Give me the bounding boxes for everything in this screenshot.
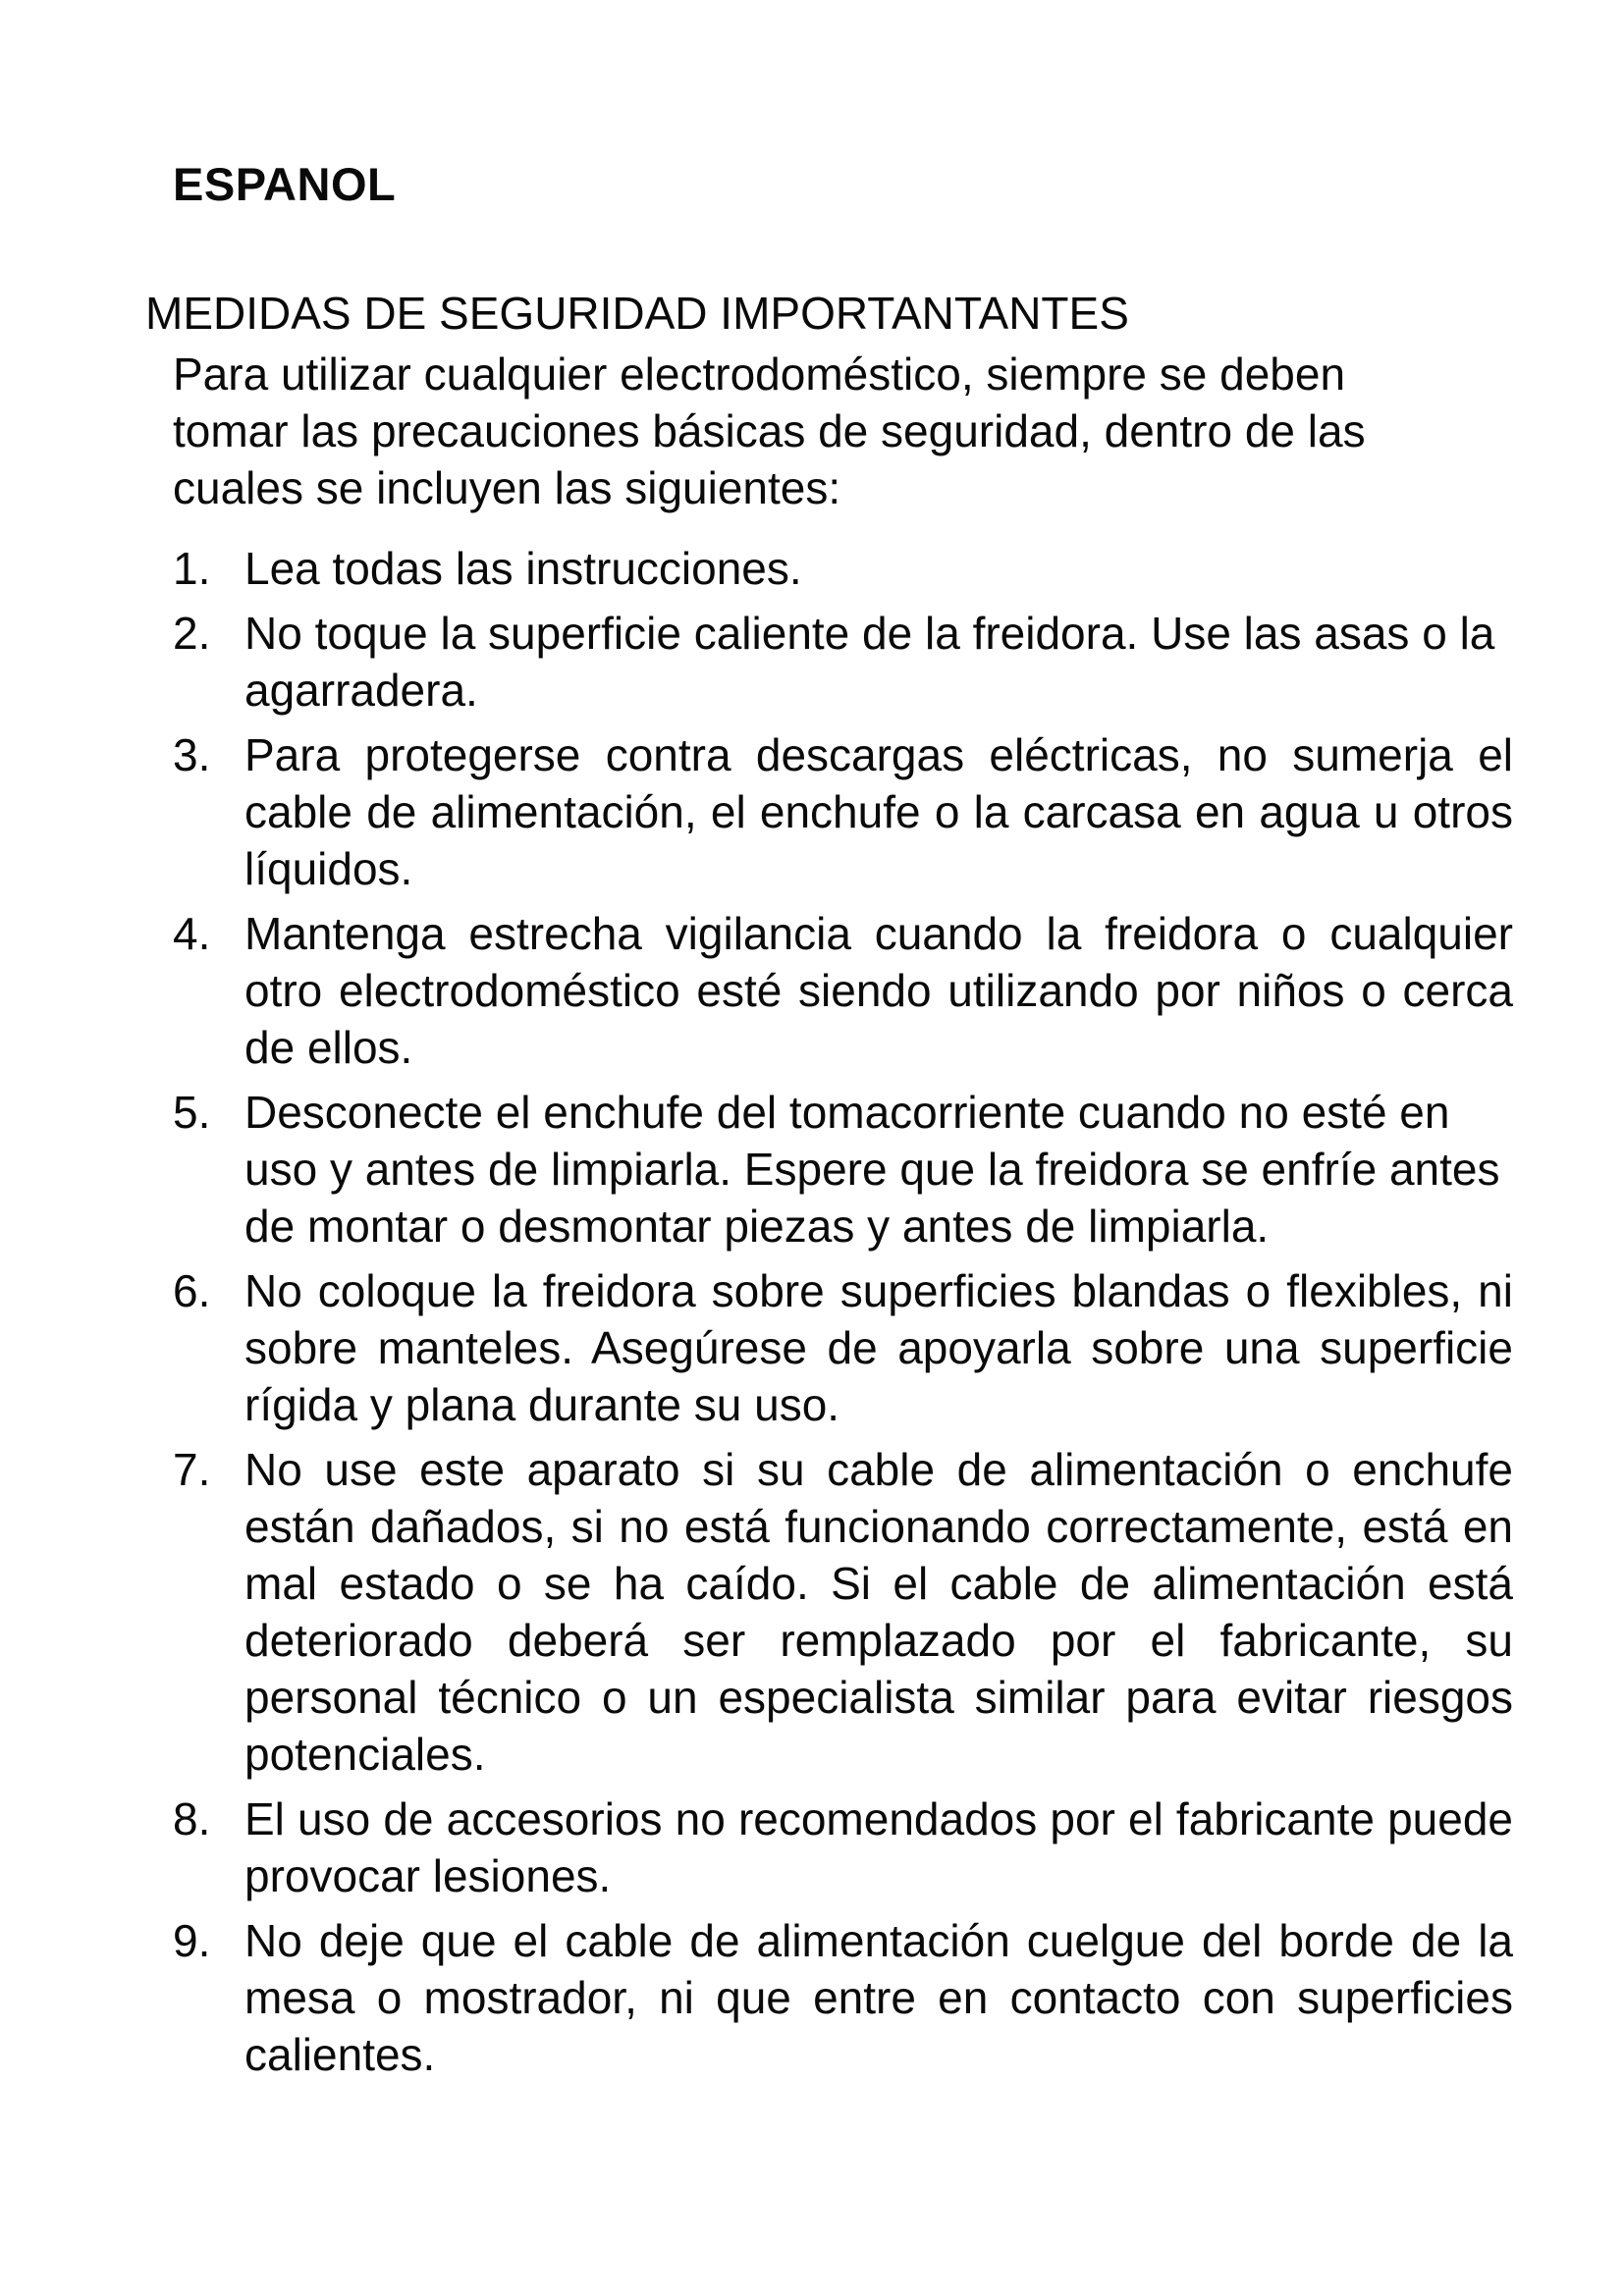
item-text: No coloque la freidora sobre superficies blandas o flexibles, ni sobre manteles. Asegúrese de apoyarla sobre una superficie rígida y plana durante su uso. (244, 1265, 1513, 1430)
list-item (173, 1262, 1513, 1433)
item-number: 7. (173, 1444, 211, 1495)
item-number: 3. (173, 729, 211, 780)
item-text: Desconecte el enchufe del tomacorriente cuando no esté en uso y antes de limpiarla. Espere que la freidora se enfríe antes de montar o desmontar piezas y antes de limpiarla. (244, 1087, 1500, 1252)
list-item (173, 1912, 1513, 2083)
list-item (173, 1790, 1513, 1904)
item-number: 8. (173, 1793, 211, 1844)
item-text: No deje que el cable de alimentación cuelgue del borde de la mesa o mostrador, ni que entre en contacto con superficies calientes. (244, 1915, 1513, 2080)
item-text: No use este aparato si su cable de alimentación o enchufe están dañados, si no está funcionando correctamente, está en mal estado o se ha caído. Si el cable de alimentación está deteriorado deberá ser remplazado por el fabricante, su personal técnico o un especialista similar para evitar riesgos potenciales. (244, 1444, 1513, 1780)
item-text: Mantenga estrecha vigilancia cuando la freidora o cualquier otro electrodoméstico esté siendo utilizando por niños o cerca de ellos. (244, 908, 1513, 1073)
item-number: 9. (173, 1915, 211, 1966)
item-number: 5. (173, 1087, 211, 1138)
list-item (173, 905, 1513, 1076)
safety-instructions-list (173, 540, 1513, 2091)
list-item (173, 605, 1513, 719)
item-text: Lea todas las instrucciones. (244, 543, 802, 594)
language-heading: ESPANOL (173, 158, 397, 210)
item-number: 2. (173, 608, 211, 659)
list-item (173, 726, 1513, 897)
item-text: Para protegerse contra descargas eléctricas, no sumerja el cable de alimentación, el enchufe o la carcasa en agua u otros líquidos. (244, 729, 1513, 894)
intro-paragraph: Para utilizar cualquier electrodoméstico, siempre se deben tomar las precauciones básicas de seguridad, dentro de las cuales se incluyen las siguientes: (173, 348, 1366, 513)
item-number: 4. (173, 908, 211, 959)
list-item (173, 1084, 1513, 1255)
item-text: El uso de accesorios no recomendados por el fabricante puede provocar lesiones. (244, 1793, 1513, 1901)
list-item (173, 1441, 1513, 1783)
section-title: MEDIDAS DE SEGURIDAD IMPORTANTANTES (145, 288, 1129, 339)
item-number: 1. (173, 543, 211, 594)
list-item (173, 540, 1513, 597)
item-number: 6. (173, 1265, 211, 1316)
item-text: No toque la superficie caliente de la freidora. Use las asas o la agarradera. (244, 608, 1495, 716)
